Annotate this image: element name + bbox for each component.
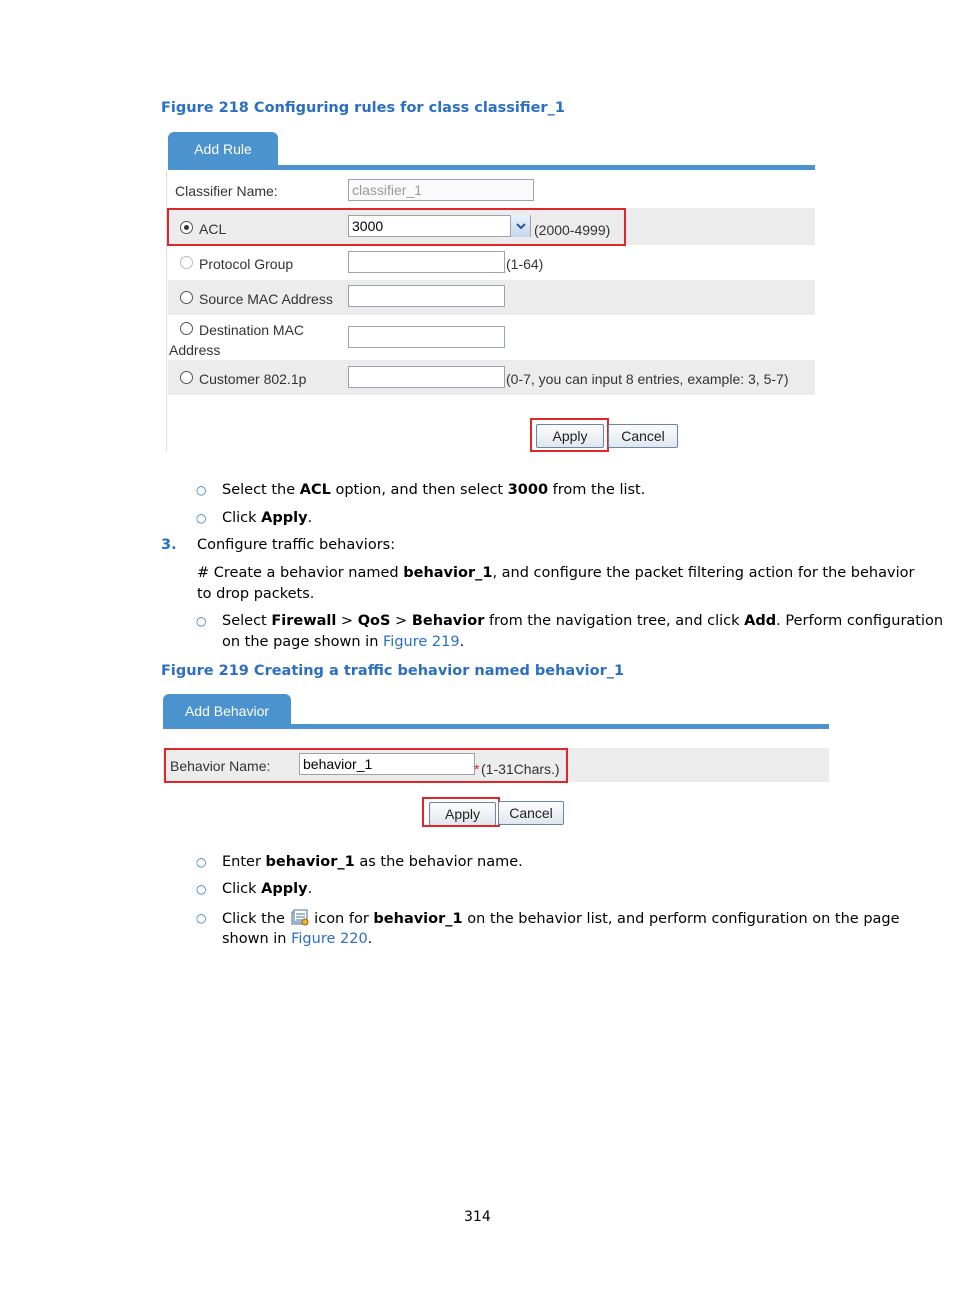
cancel-button[interactable]: Cancel [608,424,678,448]
bullet-icon: ○ [196,855,207,869]
classifier-name-row [168,172,815,208]
protocol-group-hint: (1-64) [506,256,544,272]
step-enter-name: Enter behavior_1 as the behavior name. [222,854,523,870]
destination-mac-label-2: Address [169,342,221,358]
customer-8021p-row [168,360,815,395]
source-mac-label: Source MAC Address [199,291,333,307]
destination-mac-row [168,315,815,360]
source-mac-radio[interactable] [180,291,193,304]
behavior-name-hint: (1-31Chars.) [481,761,560,777]
acl-hint: (2000-4999) [534,222,611,238]
apply-button[interactable]: Apply [536,424,604,448]
acl-select-value: 3000 [352,218,384,234]
bullet-icon: ○ [196,511,207,525]
figure-220-link[interactable]: Figure 220 [291,931,368,947]
tab-underline [163,724,829,729]
customer-8021p-label: Customer 802.1p [199,371,307,387]
protocol-group-row [168,245,815,280]
protocol-group-field[interactable] [348,251,505,273]
figure-219-caption: Figure 219 Creating a traffic behavior named behavior_1 [161,663,625,679]
highlight-box-acl [167,208,626,246]
tab-add-rule[interactable]: Add Rule [168,132,278,166]
tab-add-behavior[interactable]: Add Behavior [163,694,291,728]
step-navigate-behavior-line2: on the page shown in Figure 219. [222,634,465,650]
required-star: * [474,761,480,777]
source-mac-row [168,280,815,315]
step-3-number: 3. [161,537,177,553]
step-3-text: Configure traffic behaviors: [197,537,396,553]
highlight-box-apply [530,418,609,452]
paragraph-create-behavior: # Create a behavior named behavior_1, and configure the packet filtering action for the behavior [197,565,915,581]
page-number: 314 [464,1209,491,1225]
destination-mac-radio[interactable] [180,322,193,335]
highlight-box-behavior-name [164,748,568,783]
protocol-group-label: Protocol Group [199,256,294,272]
step-click-configure-icon-line2: shown in Figure 220. [222,931,373,947]
acl-label: ACL [199,221,227,237]
step-click-apply: Click Apply. [222,510,313,526]
highlight-box-apply [422,797,500,827]
apply-button[interactable]: Apply [429,802,496,826]
classifier-name-label: Classifier Name: [175,183,278,199]
step-click-apply-2: Click Apply. [222,881,313,897]
customer-8021p-hint: (0-7, you can input 8 entries, example: 3, 5-7) [506,371,789,387]
tab-underline [168,165,815,170]
behavior-name-field[interactable]: behavior_1 [299,753,475,775]
step-navigate-behavior: Select Firewall > QoS > Behavior from the navigation tree, and click Add. Perform configuration [222,613,944,629]
bullet-icon: ○ [196,614,207,628]
bullet-icon: ○ [196,483,207,497]
source-mac-field[interactable] [348,285,505,307]
step-click-configure-icon: Click the icon for behavior_1 on the behavior list, and perform configuration on the page [222,908,900,930]
figure-219-link[interactable]: Figure 219 [383,634,460,650]
bullet-icon: ○ [196,882,207,896]
destination-mac-label-1: Destination MAC [199,322,305,338]
customer-8021p-radio[interactable] [180,371,193,384]
destination-mac-field[interactable] [348,326,505,348]
classifier-name-field: classifier_1 [348,179,534,201]
bullet-icon: ○ [196,911,207,925]
cancel-button[interactable]: Cancel [498,801,564,825]
paragraph-create-behavior-line2: to drop packets. [197,586,315,602]
customer-8021p-field[interactable] [348,366,505,388]
behavior-name-label: Behavior Name: [170,758,271,774]
figure-218-caption: Figure 218 Configuring rules for class classifier_1 [161,100,565,116]
configure-icon[interactable] [290,908,310,926]
step-select-acl: Select the ACL option, and then select 3000 from the list. [222,482,646,498]
protocol-group-radio[interactable] [180,256,193,269]
